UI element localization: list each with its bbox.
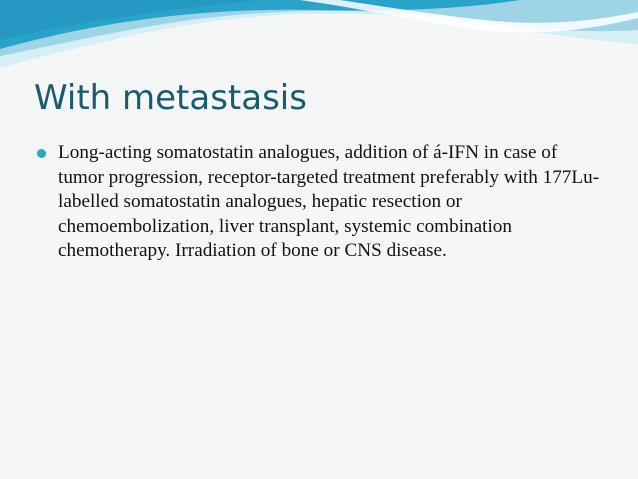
bullet-list (36, 141, 606, 264)
bullet-item (36, 141, 606, 264)
header-wave-decoration (0, 0, 638, 80)
slide-title: With metastasis (34, 78, 307, 118)
bullet-dot-icon (37, 149, 46, 158)
bullet-text: Long-acting somatostatin analogues, addition of á-IFN in case of tumor progression, receptor-targeted treatment preferably with 177Lu-labelled somatostatin analogues, hepatic resection or chemoembolization, liver transplant, systemic combination chemotherapy. Irradiation of bone or CNS disease. (58, 142, 600, 261)
